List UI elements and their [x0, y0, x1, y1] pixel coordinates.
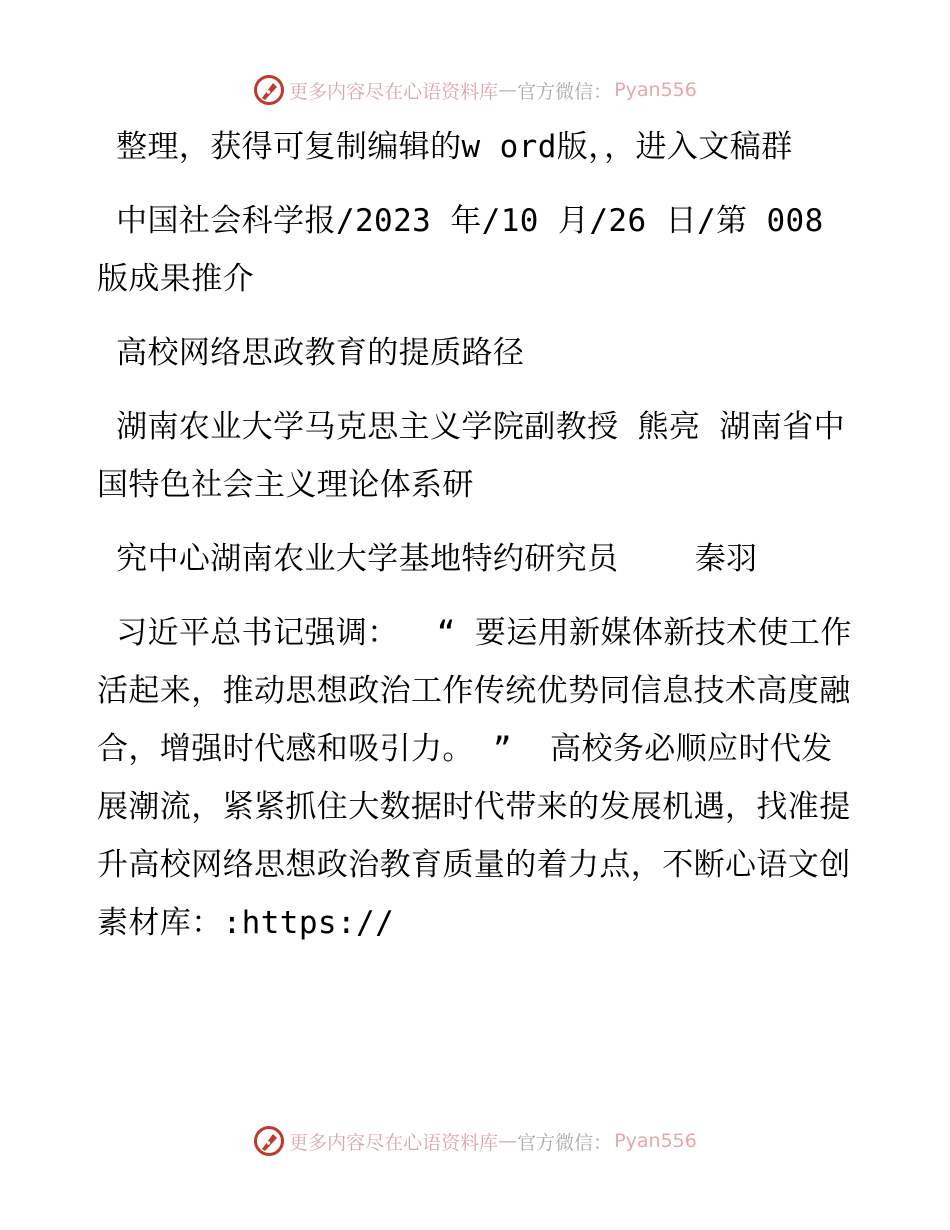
watermark-dash: —	[498, 79, 518, 101]
paragraph-source: 中国社会科学报/2023 年/10 月/26 日/第 008 版成果推介	[97, 203, 843, 297]
article-title: 高校网络思政教育的提质路径	[97, 335, 525, 371]
author-line-1: 湖南农业大学马克思主义学院副教授 熊亮 湖南省中国特色社会主义理论体系研	[97, 409, 846, 503]
watermark-wechat-id: Pyan556	[614, 1130, 697, 1152]
watermark-official-label: 官方微信：	[517, 80, 613, 103]
watermark-banner-bottom	[0, 1121, 950, 1161]
pen-nib-circle-icon	[253, 74, 285, 106]
paragraph-body: 习近平总书记强调： “ 要运用新媒体新技术使工作活起来，推动思想政治工作传统优势同信息技术高度融合，增强时代感和吸引力。 ” 高校务必顺应时代发展潮流，紧紧抓住大数据时代带来的发展机遇，找准提升高校网络思想政治教育质量的着力点，不断心语文创素材库：:https://	[97, 615, 852, 941]
watermark-dash: —	[498, 1130, 518, 1152]
watermark-promo-text: 更多内容尽在心语资料库	[289, 80, 499, 103]
watermark-promo-text: 更多内容尽在心语资料库	[289, 1131, 499, 1154]
watermark-wechat-id: Pyan556	[614, 79, 697, 101]
pen-nib-circle-icon	[253, 1125, 285, 1157]
document-body	[97, 118, 857, 968]
watermark-official-label: 官方微信：	[517, 1131, 613, 1154]
paragraph-intro: 整理，获得可复制编辑的w ord版，，进入文稿群	[97, 129, 793, 165]
author-line-2: 究中心湖南农业大学基地特约研究员 秦羽	[97, 541, 758, 577]
watermark-banner-top	[0, 70, 950, 110]
